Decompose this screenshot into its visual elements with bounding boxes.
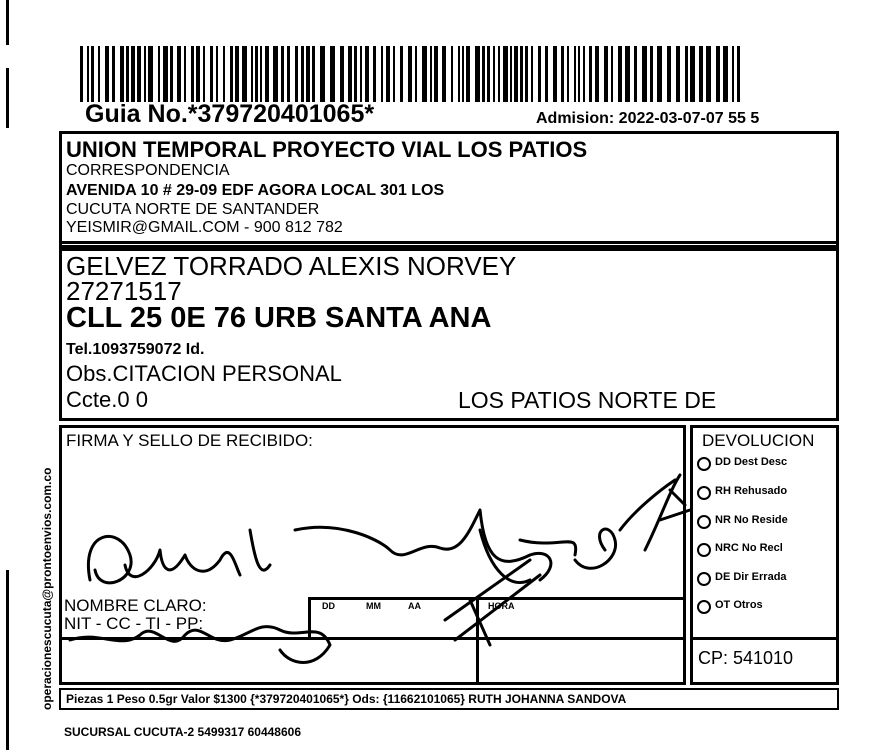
barcode-bar bbox=[520, 46, 523, 102]
barcode-bar bbox=[306, 46, 310, 102]
guia-number: Guia No.*379720401065* bbox=[85, 100, 375, 128]
barcode-bar bbox=[163, 46, 168, 102]
barcode-bar bbox=[251, 46, 253, 102]
barcode-bar bbox=[583, 46, 585, 102]
barcode-bar bbox=[657, 46, 662, 102]
recipient-obs: Obs.CITACION PERSONAL bbox=[66, 361, 342, 386]
devolucion-option-label: DE Dir Errada bbox=[715, 571, 787, 583]
barcode-bar bbox=[723, 46, 728, 102]
devolucion-option-label: DD Dest Desc bbox=[715, 456, 788, 468]
barcode-bar bbox=[273, 46, 278, 102]
barcode-bar bbox=[699, 46, 703, 102]
receipt-title: FIRMA Y SELLO DE RECIBIDO: bbox=[66, 431, 313, 450]
barcode-bar bbox=[87, 46, 89, 102]
barcode-bar bbox=[386, 46, 390, 102]
barcode-bar bbox=[120, 46, 124, 102]
footer-branch: SUCURSAL CUCUTA-2 5499317 60448606 bbox=[64, 725, 301, 739]
barcode-bar bbox=[373, 46, 376, 102]
barcode-bar bbox=[184, 46, 186, 102]
barcode-bar bbox=[408, 46, 412, 102]
barcode-bar bbox=[210, 46, 213, 102]
receipt-box bbox=[59, 425, 686, 685]
barcode-bar bbox=[80, 46, 83, 102]
barcode-bar bbox=[545, 46, 548, 102]
barcode-bar bbox=[716, 46, 720, 102]
recipient-city: LOS PATIOS NORTE DE bbox=[458, 387, 717, 413]
receipt-divider bbox=[59, 637, 686, 640]
barcode-bar bbox=[625, 46, 630, 102]
sender-divider bbox=[59, 241, 839, 244]
barcode-bar bbox=[216, 46, 218, 102]
barcode-bar bbox=[525, 46, 528, 102]
scan-edge-mark bbox=[6, 68, 9, 128]
barcode-bar bbox=[105, 46, 109, 102]
barcode-bar bbox=[381, 46, 383, 102]
barcode-bar bbox=[503, 46, 508, 102]
barcode-bar bbox=[611, 46, 613, 102]
barcode-bar bbox=[462, 46, 464, 102]
barcode-bar bbox=[170, 46, 173, 102]
date-mm-label: MM bbox=[366, 601, 381, 611]
barcode-bar bbox=[158, 46, 160, 102]
checkbox-circle-icon[interactable] bbox=[697, 486, 711, 500]
barcode-bar bbox=[223, 46, 225, 102]
barcode-bar bbox=[458, 46, 460, 102]
checkbox-circle-icon[interactable] bbox=[697, 543, 711, 557]
recipient-name: GELVEZ TORRADO ALEXIS NORVEY bbox=[66, 251, 517, 281]
barcode-bar bbox=[604, 46, 608, 102]
barcode-bar bbox=[574, 46, 576, 102]
barcode-bar bbox=[148, 46, 153, 102]
barcode-bar bbox=[667, 46, 671, 102]
date-aa-label: AA bbox=[408, 601, 421, 611]
barcode-bar bbox=[498, 46, 500, 102]
barcode-bar bbox=[706, 46, 711, 102]
barcode-bar bbox=[442, 46, 446, 102]
sender-name: UNION TEMPORAL PROYECTO VIAL LOS PATIOS bbox=[66, 137, 588, 162]
barcode-bar bbox=[177, 46, 181, 102]
date-grid-mid bbox=[476, 597, 479, 685]
barcode-bar bbox=[434, 46, 438, 102]
barcode-bar bbox=[144, 46, 146, 102]
recipient-ccte: Ccte.0 0 bbox=[66, 387, 148, 412]
scan-edge-mark bbox=[6, 570, 9, 750]
sender-city: CUCUTA NORTE DE SANTANDER bbox=[66, 201, 320, 218]
barcode-bar bbox=[287, 46, 290, 102]
barcode-bar bbox=[589, 46, 592, 102]
barcode-bar bbox=[281, 46, 284, 102]
devolucion-title: DEVOLUCION bbox=[702, 431, 815, 450]
barcode-bar bbox=[196, 46, 200, 102]
barcode-bar bbox=[482, 46, 485, 102]
barcode-bar bbox=[650, 46, 653, 102]
barcode-bar bbox=[400, 46, 403, 102]
barcode-bar bbox=[422, 46, 427, 102]
devolucion-option-label: NR No Reside bbox=[715, 514, 788, 526]
barcode-bar bbox=[191, 46, 194, 102]
barcode-bar bbox=[320, 46, 325, 102]
sender-contact: YEISMIR@GMAIL.COM - 900 812 782 bbox=[66, 219, 343, 236]
barcode-bar bbox=[737, 46, 740, 102]
recipient-address: CLL 25 0E 76 URB SANTA ANA bbox=[66, 302, 492, 334]
barcode-bar bbox=[360, 46, 362, 102]
checkbox-circle-icon[interactable] bbox=[697, 515, 711, 529]
receipt-nombre-label: NOMBRE CLARO: bbox=[64, 596, 207, 615]
barcode-bar bbox=[265, 46, 269, 102]
barcode-bar bbox=[295, 46, 298, 102]
barcode-bar bbox=[91, 46, 94, 102]
side-email: operacionescucuta@prontoenvios.com.co bbox=[40, 467, 54, 710]
barcode-bar bbox=[230, 46, 233, 102]
barcode-bar bbox=[642, 46, 647, 102]
barcode-bar bbox=[732, 46, 734, 102]
barcode-bar bbox=[538, 46, 541, 102]
barcode-bar bbox=[415, 46, 417, 102]
recipient-phone: Tel.1093759072 Id. bbox=[66, 341, 205, 358]
checkbox-circle-icon[interactable] bbox=[697, 572, 711, 586]
barcode-bar bbox=[301, 46, 304, 102]
barcode-bar bbox=[312, 46, 315, 102]
barcode-bar bbox=[260, 46, 262, 102]
cp-divider bbox=[690, 637, 839, 640]
barcode-bar bbox=[493, 46, 495, 102]
barcode-bar bbox=[131, 46, 135, 102]
hora-label: HORA bbox=[488, 601, 515, 611]
barcode-bar bbox=[430, 46, 432, 102]
barcode-bar bbox=[475, 46, 480, 102]
barcode-bar bbox=[690, 46, 695, 102]
barcode-bar bbox=[451, 46, 453, 102]
date-grid-left bbox=[308, 597, 311, 639]
barcode-bar bbox=[365, 46, 369, 102]
barcode-bar bbox=[348, 46, 352, 102]
barcode-bar bbox=[393, 46, 395, 102]
barcode-bar bbox=[634, 46, 637, 102]
postal-code: CP: 541010 bbox=[698, 648, 794, 668]
barcode-bar bbox=[567, 46, 569, 102]
footer-detail: Piezas 1 Peso 0.5gr Valor $1300 {*379720401065*} Ods: {11662101065} RUTH JOHANNA SANDOVA bbox=[66, 692, 627, 706]
barcode-bar bbox=[126, 46, 129, 102]
barcode-bar bbox=[137, 46, 141, 102]
barcode-bar bbox=[561, 46, 564, 102]
devolucion-option-label: NRC No Recl bbox=[715, 542, 783, 554]
sender-type: CORRESPONDENCIA bbox=[66, 162, 230, 179]
barcode-bar bbox=[487, 46, 490, 102]
checkbox-circle-icon[interactable] bbox=[697, 600, 711, 614]
barcode-bar bbox=[514, 46, 518, 102]
barcode-bar bbox=[466, 46, 470, 102]
devolucion-option-label: OT Otros bbox=[715, 599, 763, 611]
barcode-bar bbox=[676, 46, 680, 102]
barcode-bar bbox=[618, 46, 622, 102]
barcode-bar bbox=[98, 46, 100, 102]
barcode-bar bbox=[203, 46, 205, 102]
barcode-bar bbox=[112, 46, 115, 102]
recipient-id: 27271517 bbox=[66, 276, 182, 306]
sender-address: AVENIDA 10 # 29-09 EDF AGORA LOCAL 301 LOS bbox=[66, 182, 445, 199]
barcode-bar bbox=[531, 46, 533, 102]
barcode-bar bbox=[242, 46, 247, 102]
barcode-bar bbox=[685, 46, 688, 102]
barcode-bar bbox=[510, 46, 512, 102]
scan-edge-mark bbox=[6, 0, 9, 45]
barcode-bar bbox=[354, 46, 357, 102]
barcode-bar bbox=[578, 46, 580, 102]
admision-date: Admision: 2022-03-07-07 55 5 bbox=[536, 110, 760, 127]
devolucion-option-label: RH Rehusado bbox=[715, 485, 788, 497]
barcode-bar bbox=[255, 46, 258, 102]
receipt-nit-label: NIT - CC - TI - PP: bbox=[64, 614, 204, 633]
checkbox-circle-icon[interactable] bbox=[697, 457, 711, 471]
barcode-bar bbox=[330, 46, 335, 102]
barcode-bar bbox=[595, 46, 599, 102]
barcode-bar bbox=[553, 46, 557, 102]
barcode-bar bbox=[340, 46, 344, 102]
barcode bbox=[80, 46, 750, 102]
date-dd-label: DD bbox=[322, 601, 335, 611]
barcode-bar bbox=[235, 46, 239, 102]
date-grid-top bbox=[308, 597, 686, 600]
